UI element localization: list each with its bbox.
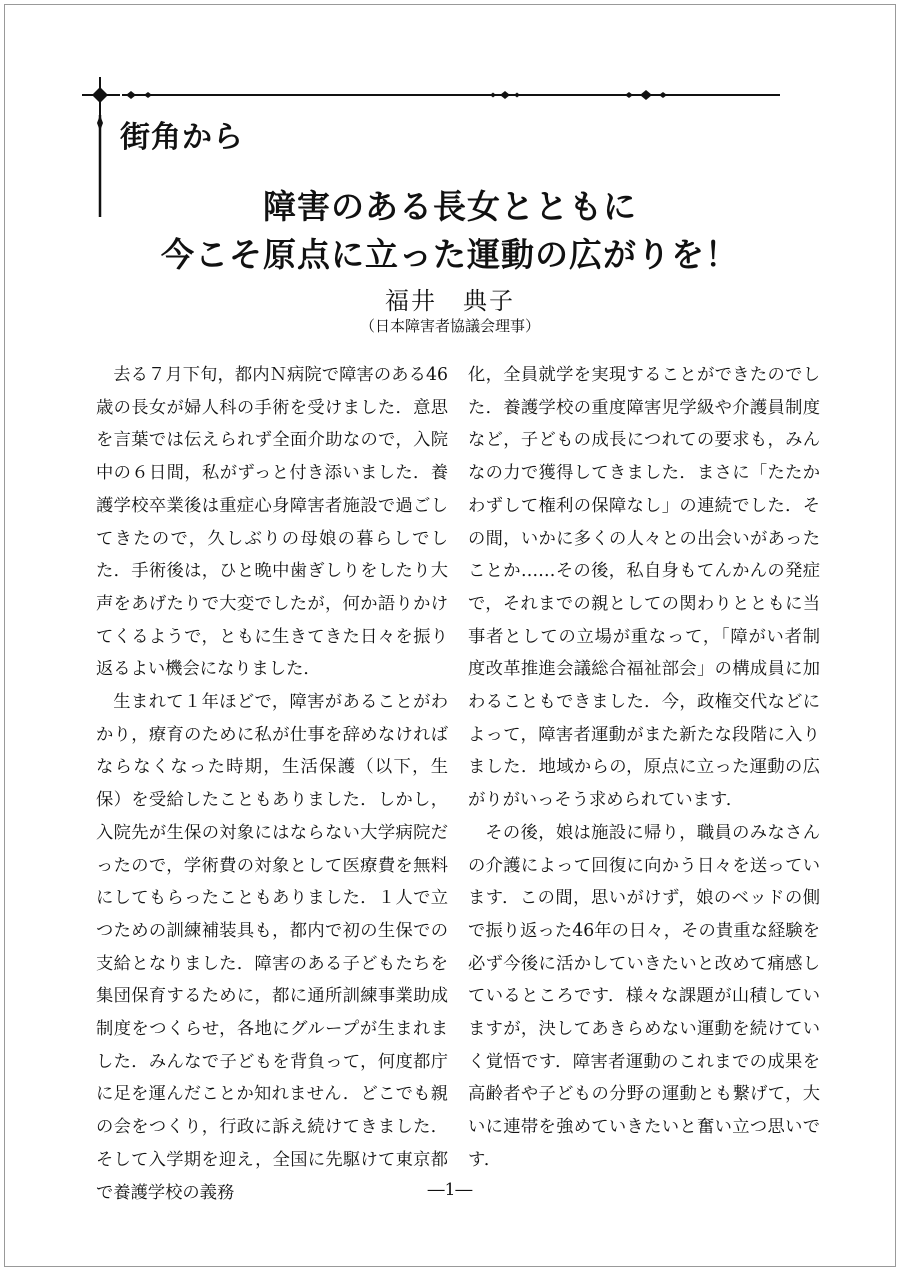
body-column-right: [468, 359, 820, 1177]
author-name: 福井 典子: [385, 287, 515, 315]
paragraph-continuation: 化，全員就学を実現することができたのでした．養護学校の重度障害児学級や介護員制度など，子どもの成長につれての要求も，みんなの力で獲得してきました．まさに「たたかわずして権利の保障なし」の連続でした．その間，いかに多くの人々との出会いがあったことか……その後，私自身もてんかんの発症で，それまでの親としての関わりとともに当事者としての立場が重なって，「障がい者制度改革推進会議総合福祉部会」の構成員に加わることもできました．今，政権交代などによって，障害者運動がまた新たな段階に入りました．地域からの，原点に立った運動の広がりがいっそう求められています．: [468, 365, 820, 811]
paragraph: その後，娘は施設に帰り，職員のみなさんの介護によって回復に向かう日々を送っています．この間，思いがけず，娘のベッドの側で振り返った46年の日々，その貴重な経験を必ず今後に活かしていきたいと改めて痛感しているところです．様々な課題が山積していますが，決してあきらめない運動を続けていく覚悟です．障害者運動のこれまでの成果を高齢者や子どもの分野の運動とも繋げて，大いに連帯を強めていきたいと奮い立つ思いです．: [468, 822, 820, 1170]
paragraph: 生まれて１年ほどで，障害があることがわかり，療育のために私が仕事を辞めなければならなくなった時期，生活保護（以下，生保）を受給したこともありました．しかし，入院先が生保の対象にはならない大学病院だったので，学術費の対象として医療費を無料にしてもらったこともありました．１人で立つための訓練補装具も，都内で初の生保での支給となりました．障害のある子どもたちを集団保育するために，都に通所訓練事業助成制度をつくらせ，各地にグループが生まれました．みんなで子どもを背負って，何度都庁に足を運んだことか知れません．どこでも親の会をつくり，行政に訴え続けてきました．そして入学期を迎え，全国に先駆けて東京都で養護学校の義務: [96, 692, 448, 1203]
title-line-2: 今こそ原点に立った運動の広がりを！: [161, 235, 739, 274]
body-column-left: [96, 359, 448, 1209]
title-line-1: 障害のある長女とともに: [263, 187, 637, 226]
column-header: 街角から: [120, 120, 244, 155]
article-title: [0, 183, 900, 279]
paragraph: 去る７月下旬，都内Ｎ病院で障害のある46歳の長女が婦人科の手術を受けました．意思を言葉では伝えられず全面介助なので，入院中の６日間，私がずっと付き添いました．養護学校卒業後は重症心身障害者施設で過ごしてきたので，久しぶりの母娘の暮らしでした．手術後は，ひと晩中歯ぎしりをしたり大声をあげたりで大変でしたが，何か語りかけてくるようで，ともに生きてきた日々を振り返るよい機会になりました．: [96, 365, 448, 680]
page-number: ―1―: [427, 1180, 473, 1200]
author-affiliation: （日本障害者協議会理事）: [359, 317, 540, 335]
